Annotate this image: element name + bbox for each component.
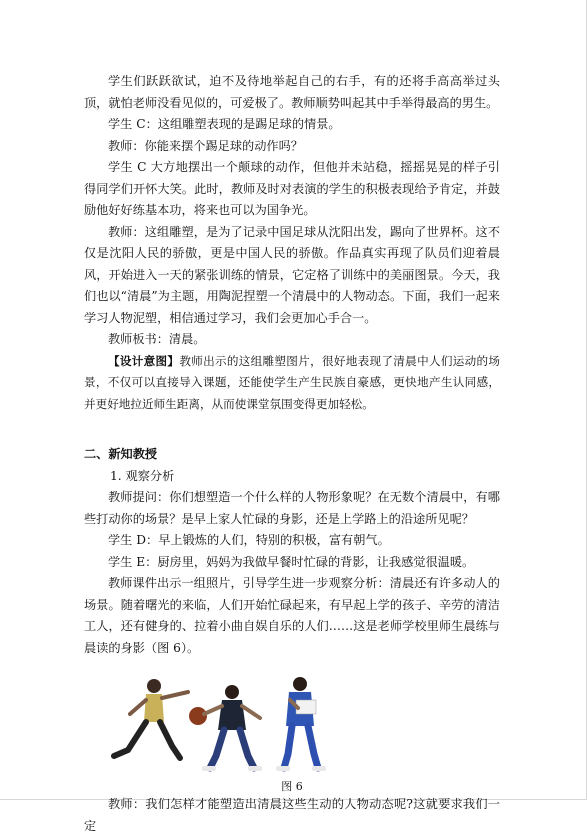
subsection-title: 1. 观察分析 xyxy=(110,468,175,483)
figure-caption: 图 6 xyxy=(281,780,303,793)
design-intent-text: 教师出示的这组雕塑图片，很好地表现了清晨中人们运动的场景，不仅可以直接导入课题，还能使学生产生民族自豪感，更快地产生认同感，并更好地拉近师生距离，从而使课堂氛围变得更加轻松。 xyxy=(84,353,500,411)
paragraph: 教师：我们怎样才能塑造出清晨这些生动的人物动态呢?这就要求我们一定 xyxy=(84,797,500,833)
page-content xyxy=(84,71,500,837)
paragraph: 学生 C：这组雕塑表现的是踢足球的情景。 xyxy=(108,117,341,131)
basketball-player xyxy=(189,685,262,771)
paragraph: 学生 C 大方地摆出一个颠球的动作，但他并未站稳，摇摇晃晃的样子引得同学们开怀大笑。此时，教师及时对表演的学生的积极表现给予肯定，并鼓励他好好练基本功，将来也可以为国争光。 xyxy=(84,160,500,217)
section-title: 二、新知教授 xyxy=(84,447,158,461)
paragraph: 教师：你能来摆个踢足球的动作吗？ xyxy=(108,138,303,153)
paragraph: 学生 D：早上锻炼的人们，特别的积极，富有朝气。 xyxy=(108,533,390,547)
tai-chi-person xyxy=(114,679,188,758)
morning-exercise-illustration xyxy=(84,672,500,778)
design-intent-note xyxy=(84,351,500,416)
paragraph: 教师课件出示一组照片，引导学生进一步观察分析：清晨还有许多动人的场景。随着曙光的来临，人们开始忙碌起来，有早起上学的孩子、辛劳的清洁工人，还有健身的、拉着小曲自娱自乐的人们……这是老师学校里师生晨练与晨读的身影（图 6）。 xyxy=(84,576,500,655)
design-intent-label: 【设计意图】 xyxy=(108,353,180,368)
figure-6-photo xyxy=(84,672,500,778)
paragraph: 教师板书：清晨。 xyxy=(108,332,206,346)
paragraph: 学生们跃跃欲试，迫不及待地举起自己的右手，有的还将手高高举过头顶，就怕老师没看见似的，可爱极了。教师顺势叫起其中手举得最高的男生。 xyxy=(84,74,500,110)
paragraph: 教师：这组雕塑，是为了记录中国足球从沈阳出发，踢向了世界杯。这不仅是沈阳人民的骄傲，更是中国人民的骄傲。作品真实再现了队员们迎着晨风，开始进入一天的紧张训练的情景，它定格了训练中的美丽图景。今天，我们也以“清晨”为主题，用陶泥捏塑一个清晨中的人物动态。下面，我们一起来学习人物泥塑，相信通过学习，我们会更加心手合一。 xyxy=(84,224,500,325)
paragraph: 学生 E：厨房里，妈妈为我做早餐时忙碌的背影，让我感觉很温暖。 xyxy=(108,554,475,569)
paragraph: 教师提问：你们想塑造一个什么样的人物形象呢？在无数个清晨中，有哪些打动你的场景？是早上家人忙碌的身影，还是上学路上的沿途所见呢？ xyxy=(84,490,500,526)
reading-student xyxy=(276,677,326,771)
